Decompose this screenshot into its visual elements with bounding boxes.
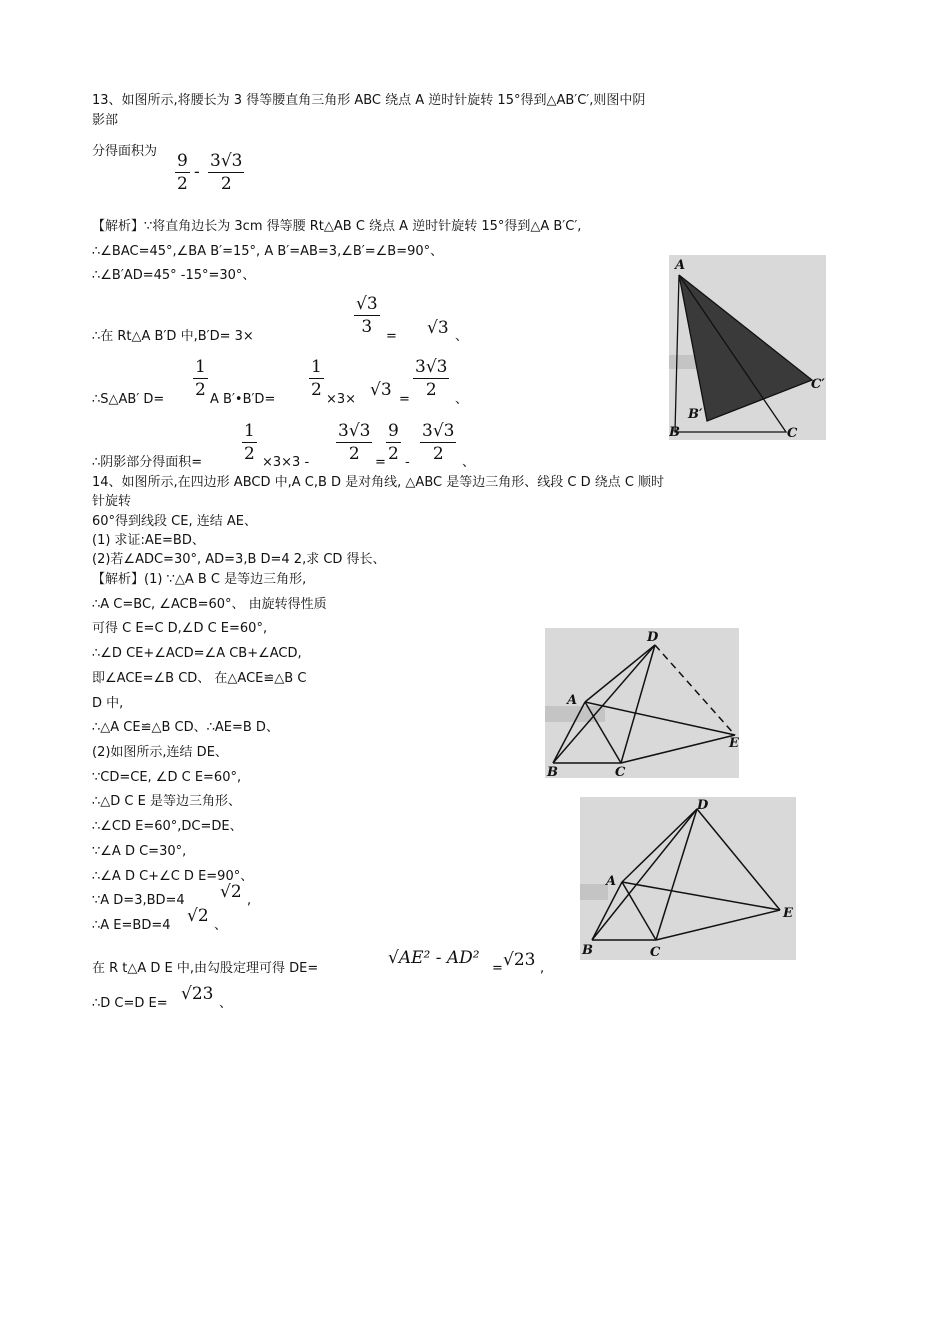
sol14-line8: (2)如图所示,连结 DE、 xyxy=(92,745,228,760)
q14-line1: 14、如图所示,在四边形 ABCD 中,A C,B D 是对角线, △ABC 是等边三角形、线段 C D 绕点 C 顺时 xyxy=(92,475,665,490)
sol13-line5-eq: = xyxy=(399,392,410,407)
sol13-line6-end: 、 xyxy=(462,455,476,470)
sol14-line15-end: 、 xyxy=(214,918,228,933)
q14-part2: (2)若∠ADC=30°, AD=3,B D=4 2,求 CD 得长、 xyxy=(92,552,386,567)
label-A: A xyxy=(606,874,617,889)
sol13-line4-eq: = xyxy=(386,329,397,344)
sol13-line6-text: ∴阴影部分得面积= xyxy=(92,455,203,470)
figure-quadrilateral-1 xyxy=(545,628,739,778)
figure-rotated-triangle xyxy=(669,255,826,440)
q13-answer-frac1: $\frac{9}{2}$ xyxy=(177,151,188,194)
label-C-prime: C′ xyxy=(811,377,825,392)
label-D: D xyxy=(697,798,709,813)
sol13-line2: ∴∠BAC=45°,∠BA B′=15°, A B′=AB=3,∠B′=∠B=90°、 xyxy=(92,244,444,259)
sol13-line4-result: √3 xyxy=(427,318,449,338)
sol13-line5-frac3: $\frac{3√3}{2}$ xyxy=(415,357,448,400)
sol13-line6-frac3: $\frac{9}{2}$ xyxy=(388,421,399,464)
sol13-line6-minus: - xyxy=(405,455,410,470)
sol13-line4-end: 、 xyxy=(455,329,469,344)
q14-line2: 针旋转 xyxy=(92,494,132,509)
sol14-line2: ∴A C=BC, ∠ACB=60°、 由旋转得性质 xyxy=(92,597,327,612)
label-E: E xyxy=(729,736,739,751)
figure-quadrilateral-2-svg xyxy=(580,797,796,960)
label-B: B xyxy=(582,943,593,958)
sol13-line6-eq: = xyxy=(375,455,386,470)
label-B: B xyxy=(547,765,558,778)
q13-line2: 影部 xyxy=(92,113,119,128)
q13-line1: 13、如图所示,将腰长为 3 得等腰直角三角形 ABC 绕点 A 逆时针旋转 15°得到△AB′C′,则图中阴 xyxy=(92,93,646,108)
label-B: B xyxy=(669,425,680,440)
label-E: E xyxy=(783,906,793,921)
label-C: C xyxy=(615,765,626,778)
sol14-line14-text: ∵A D=3,BD=4 xyxy=(92,893,185,908)
label-C: C xyxy=(787,426,798,440)
sol14-line6: D 中, xyxy=(92,696,124,711)
sol14-line16-result: √23 xyxy=(503,950,536,970)
sol14-line15-text: ∴A E=BD=4 xyxy=(92,918,171,933)
sol14-line5: 即∠ACE=∠B CD、 在△ACE≌△B C xyxy=(92,671,307,686)
sol13-line6-frac1: $\frac{1}{2}$ xyxy=(244,421,255,464)
sol13-line4-frac: $\frac{√3}{3}$ xyxy=(356,294,378,337)
sol14-line7: ∴△A CE≌△B CD、∴AE=B D、 xyxy=(92,720,279,735)
q13-line3: 分得面积为 xyxy=(92,144,158,159)
sol14-line17-end: 、 xyxy=(219,996,233,1011)
q14-line3: 60°得到线段 CE, 连结 AE、 xyxy=(92,514,257,529)
sol14-line16-end: , xyxy=(540,961,545,976)
sol14-line14-sqrt: √2 xyxy=(220,882,242,902)
sol13-line1: 【解析】∵将直角边长为 3cm 得等腰 Rt△AB C 绕点 A 逆时针旋转 15°得到△A B′C′, xyxy=(92,219,582,234)
figure-rotated-triangle-svg xyxy=(669,255,826,440)
sol14-line15-sqrt: √2 xyxy=(187,906,209,926)
sol14-line1: 【解析】(1) ∵△A B C 是等边三角形, xyxy=(92,572,307,587)
q14-part1: (1) 求证:AE=BD、 xyxy=(92,533,205,548)
sol14-line10: ∴△D C E 是等边三角形、 xyxy=(92,794,241,809)
sol13-line4-text: ∴在 Rt△A B′D 中,B′D= 3× xyxy=(92,329,254,344)
sol13-line6-frac2: $\frac{3√3}{2}$ xyxy=(338,421,371,464)
sol14-line9: ∵CD=CE, ∠D C E=60°, xyxy=(92,770,242,785)
sol13-line5-sqrt: √3 xyxy=(370,380,392,400)
sol13-line5-mult: ×3× xyxy=(326,392,357,407)
sol14-line16-expr: √AE² - AD² xyxy=(388,948,480,968)
sol13-line5-frac2: $\frac{1}{2}$ xyxy=(311,357,322,400)
sol13-line6-mid: ×3×3 - xyxy=(262,455,310,470)
label-A: A xyxy=(675,258,686,273)
sol14-line14-end: , xyxy=(247,893,252,908)
sol13-line5-mid: A B′•B′D= xyxy=(210,392,276,407)
sol14-line16-text: 在 R t△A D E 中,由勾股定理可得 DE= xyxy=(92,961,319,976)
label-C: C xyxy=(650,945,661,960)
sol13-line5-text: ∴S△AB′ D= xyxy=(92,392,165,407)
sol13-line5-frac1: $\frac{1}{2}$ xyxy=(195,357,206,400)
sol13-line3: ∴∠B′AD=45° -15°=30°、 xyxy=(92,268,256,283)
sol14-line17-text: ∴D C=D E= xyxy=(92,996,168,1011)
sol14-line3: 可得 C E=C D,∠D C E=60°, xyxy=(92,621,268,636)
sol13-line5-end: 、 xyxy=(455,392,469,407)
sol13-line6-frac4: $\frac{3√3}{2}$ xyxy=(422,421,455,464)
sol14-line11: ∴∠CD E=60°,DC=DE、 xyxy=(92,819,243,834)
sol14-line13: ∴∠A D C+∠C D E=90°、 xyxy=(92,869,254,884)
label-A: A xyxy=(567,693,578,708)
label-B-prime: B′ xyxy=(688,407,703,422)
sol14-line17-result: √23 xyxy=(181,984,214,1004)
label-D: D xyxy=(647,630,659,645)
sol14-line12: ∵∠A D C=30°, xyxy=(92,844,187,859)
sol14-line4: ∴∠D CE+∠ACD=∠A CB+∠ACD, xyxy=(92,646,302,661)
sol14-line16-eq: = xyxy=(492,961,503,976)
figure-quadrilateral-1-svg xyxy=(545,628,739,778)
q13-answer-frac2: $\frac{3√3}{2}$ xyxy=(210,151,243,194)
q13-answer-minus: - xyxy=(194,162,200,182)
figure-quadrilateral-2 xyxy=(580,797,796,960)
